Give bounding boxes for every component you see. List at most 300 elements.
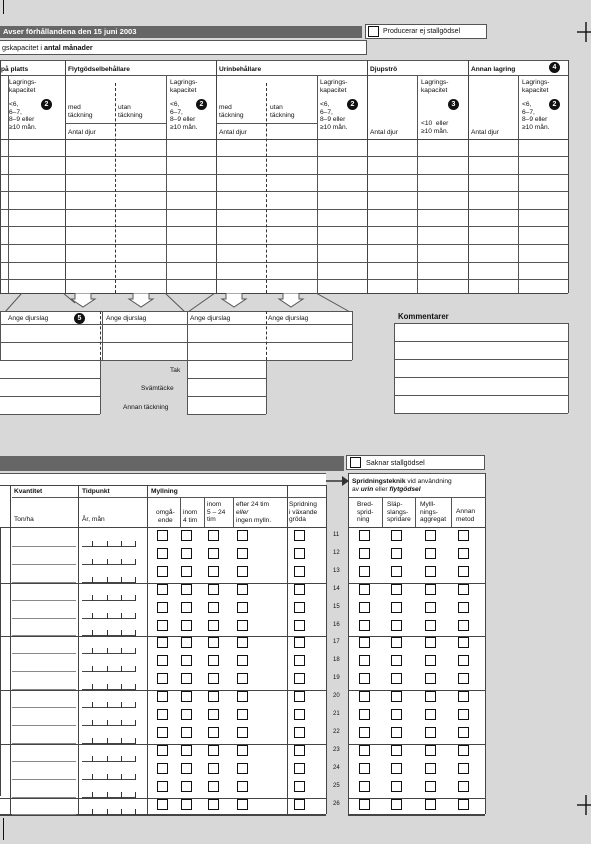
myllning-checkbox[interactable] xyxy=(157,709,168,720)
myllning-checkbox[interactable] xyxy=(181,584,192,595)
myllning-checkbox[interactable] xyxy=(237,691,248,702)
teknik-checkbox[interactable] xyxy=(391,620,402,631)
teknik-checkbox[interactable] xyxy=(359,548,370,559)
grid-line xyxy=(121,792,122,798)
grid-line xyxy=(92,630,93,636)
myllning-checkbox[interactable] xyxy=(157,548,168,559)
teknik-checkbox[interactable] xyxy=(391,602,402,613)
cover-table-right xyxy=(187,360,266,414)
myllning-checkbox[interactable] xyxy=(237,548,248,559)
teknik-checkbox[interactable] xyxy=(425,548,436,559)
teknik-checkbox[interactable] xyxy=(391,745,402,756)
teknik-checkbox[interactable] xyxy=(359,799,370,810)
date-line xyxy=(82,725,136,726)
teknik-checkbox[interactable] xyxy=(425,620,436,631)
myllning-checkbox[interactable] xyxy=(237,566,248,577)
teknik-checkbox[interactable] xyxy=(458,566,469,577)
grid-line xyxy=(107,684,108,690)
myllning-checkbox[interactable] xyxy=(208,637,219,648)
teknik-checkbox[interactable] xyxy=(391,548,402,559)
grid-line xyxy=(135,792,136,798)
teknik-checkbox[interactable] xyxy=(425,673,436,684)
saknar-checkbox[interactable] xyxy=(350,457,361,468)
myllning-checkbox[interactable] xyxy=(181,691,192,702)
row-number: 17 xyxy=(333,639,340,645)
teknik-checkbox[interactable] xyxy=(458,584,469,595)
myllning-checkbox[interactable] xyxy=(294,584,305,595)
teknik-checkbox[interactable] xyxy=(425,655,436,666)
date-line xyxy=(82,689,136,690)
myllning-checkbox[interactable] xyxy=(157,727,168,738)
teknik-checkbox[interactable] xyxy=(425,745,436,756)
grid-line xyxy=(78,485,79,814)
grid-line xyxy=(92,595,93,601)
grid-line xyxy=(0,581,1,635)
grid-line xyxy=(12,635,76,636)
cap-options-2: <6, 6–7, 8–9 eller ≥10 mån. xyxy=(170,101,198,131)
myllning-checkbox[interactable] xyxy=(237,709,248,720)
grid-line xyxy=(394,395,568,396)
teknik-checkbox[interactable] xyxy=(359,602,370,613)
flyt-utan-label: utan täckning xyxy=(118,104,143,119)
arrow-down-icon xyxy=(279,293,303,307)
myllning-checkbox[interactable] xyxy=(157,637,168,648)
grid-line xyxy=(107,792,108,798)
myllning-checkbox[interactable] xyxy=(294,620,305,631)
ange-djurslag-3: Ange djurslag xyxy=(190,315,231,322)
grid-line xyxy=(107,630,108,636)
grid-line xyxy=(0,396,100,397)
myllning-checkbox[interactable] xyxy=(237,781,248,792)
myllning-checkbox[interactable] xyxy=(208,584,219,595)
grid-line xyxy=(166,75,167,293)
myllning-checkbox[interactable] xyxy=(237,584,248,595)
date-line xyxy=(82,564,136,565)
teknik-checkbox[interactable] xyxy=(425,637,436,648)
col-urinbehallare: Urinbehållare xyxy=(219,66,262,73)
teknik-checkbox[interactable] xyxy=(391,727,402,738)
grid-line xyxy=(0,688,1,742)
grid-line xyxy=(12,814,76,815)
grid-line xyxy=(121,613,122,619)
myllning-checkbox[interactable] xyxy=(294,781,305,792)
teknik-checkbox[interactable] xyxy=(425,727,436,738)
grid-line xyxy=(107,756,108,762)
grid-line xyxy=(12,582,76,583)
teknik-checkbox[interactable] xyxy=(425,602,436,613)
badge-2b-icon: 2 xyxy=(196,99,207,110)
myllning-checkbox[interactable] xyxy=(237,727,248,738)
myllning-checkbox[interactable] xyxy=(294,727,305,738)
teknik-checkbox[interactable] xyxy=(425,781,436,792)
grid-line xyxy=(352,311,353,360)
teknik-checkbox[interactable] xyxy=(359,691,370,702)
col-flytgodsel: Flytgödselbehållare xyxy=(68,66,130,73)
myllning-checkbox[interactable] xyxy=(208,745,219,756)
myllning-checkbox[interactable] xyxy=(294,566,305,577)
grid-line xyxy=(394,341,568,342)
grid-line xyxy=(12,707,76,708)
myllning-checkbox[interactable] xyxy=(208,655,219,666)
teknik-checkbox[interactable] xyxy=(359,655,370,666)
annan-tackning-label: Annan täckning xyxy=(123,404,169,411)
myllning-checkbox[interactable] xyxy=(237,530,248,541)
grid-line xyxy=(0,360,100,361)
col-pa-platts: på platts xyxy=(1,66,29,73)
flyt-med-label: med täckning xyxy=(68,104,93,119)
grid-line xyxy=(233,497,234,527)
teknik-checkbox[interactable] xyxy=(391,691,402,702)
teknik-checkbox[interactable] xyxy=(425,530,436,541)
grid-line xyxy=(348,497,485,498)
grid-line xyxy=(12,725,76,726)
teknik-checkbox[interactable] xyxy=(391,566,402,577)
teknik-checkbox[interactable] xyxy=(359,673,370,684)
teknik-annan: Annan metod xyxy=(456,508,476,523)
teknik-checkbox[interactable] xyxy=(359,763,370,774)
comments-table xyxy=(394,323,568,414)
myllning-checkbox[interactable] xyxy=(208,691,219,702)
row-number: 11 xyxy=(333,532,340,538)
myllning-checkbox[interactable] xyxy=(208,799,219,810)
grid-line xyxy=(107,666,108,672)
myllning-checkbox[interactable] xyxy=(181,709,192,720)
grid-line xyxy=(121,666,122,672)
teknik-checkbox[interactable] xyxy=(458,620,469,631)
grid-line xyxy=(0,156,568,157)
grid-line xyxy=(0,139,568,140)
date-line xyxy=(82,582,136,583)
grid-line xyxy=(0,191,568,192)
row-number: 12 xyxy=(333,550,340,556)
grid-line xyxy=(0,324,352,325)
myllning-checkbox[interactable] xyxy=(181,530,192,541)
grid-line xyxy=(348,527,485,528)
myllning-checkbox[interactable] xyxy=(181,548,192,559)
myllning-checkbox[interactable] xyxy=(237,673,248,684)
kvantitet-header: Kvantitet xyxy=(14,488,43,495)
myllning-header: Myllning xyxy=(151,488,178,495)
date-line xyxy=(82,779,136,780)
myllning-checkbox[interactable] xyxy=(294,637,305,648)
myllning-checkbox[interactable] xyxy=(294,691,305,702)
myllning-checkbox[interactable] xyxy=(237,602,248,613)
teknik-checkbox[interactable] xyxy=(359,584,370,595)
ar-man-label: År, mån xyxy=(82,516,105,523)
spridningsteknik-header: Spridningsteknik vid användning xyxy=(352,478,452,485)
myllning-checkbox[interactable] xyxy=(294,548,305,559)
grid-line xyxy=(317,75,318,293)
grid-line xyxy=(121,648,122,654)
date-line xyxy=(82,635,136,636)
myllning-checkbox[interactable] xyxy=(157,655,168,666)
teknik-checkbox[interactable] xyxy=(458,727,469,738)
grid-line xyxy=(204,497,205,527)
myllning-checkbox[interactable] xyxy=(157,799,168,810)
grid-line xyxy=(12,743,76,744)
grid-line xyxy=(12,797,76,798)
cap-options-3: <6, 6–7, 8–9 eller ≥10 mån. xyxy=(320,101,348,131)
teknik-checkbox[interactable] xyxy=(391,655,402,666)
grid-line xyxy=(92,541,93,547)
grid-line xyxy=(0,342,352,343)
teknik-bred: Bred- sprid- ning xyxy=(357,501,374,524)
teknik-checkbox[interactable] xyxy=(391,530,402,541)
date-line xyxy=(82,546,136,547)
row-number: 19 xyxy=(333,675,340,681)
grid-line xyxy=(0,311,1,360)
teknik-checkbox[interactable] xyxy=(391,673,402,684)
myllning-checkbox[interactable] xyxy=(181,620,192,631)
myllning-checkbox[interactable] xyxy=(181,602,192,613)
teknik-checkbox[interactable] xyxy=(391,584,402,595)
myllning-checkbox[interactable] xyxy=(237,763,248,774)
grid-line xyxy=(187,360,188,414)
grid-line xyxy=(135,809,136,815)
myllning-checkbox[interactable] xyxy=(208,548,219,559)
row-number: 13 xyxy=(333,568,340,574)
date-line xyxy=(82,743,136,744)
kommentarer-label: Kommentarer xyxy=(398,312,449,321)
myllning-checkbox[interactable] xyxy=(181,566,192,577)
myllning-checkbox[interactable] xyxy=(294,709,305,720)
teknik-checkbox[interactable] xyxy=(359,727,370,738)
grid-line xyxy=(121,577,122,583)
myllning-checkbox[interactable] xyxy=(237,655,248,666)
myllning-checkbox[interactable] xyxy=(294,530,305,541)
grid-line xyxy=(135,595,136,601)
myllning-checkbox[interactable] xyxy=(157,530,168,541)
teknik-checkbox[interactable] xyxy=(458,745,469,756)
myllning-checkbox[interactable] xyxy=(181,637,192,648)
grid-line xyxy=(92,720,93,726)
grid-line xyxy=(135,630,136,636)
date-line xyxy=(82,618,136,619)
myllning-checkbox[interactable] xyxy=(157,620,168,631)
row-number: 24 xyxy=(333,765,340,771)
grid-line xyxy=(367,60,368,293)
dashed-divider xyxy=(115,83,116,293)
myllning-checkbox[interactable] xyxy=(208,727,219,738)
myllning-checkbox[interactable] xyxy=(237,799,248,810)
teknik-checkbox[interactable] xyxy=(458,530,469,541)
myllning-checkbox[interactable] xyxy=(294,673,305,684)
myllning-checkbox[interactable] xyxy=(157,781,168,792)
grid-line xyxy=(0,473,326,474)
myllning-checkbox[interactable] xyxy=(237,620,248,631)
no-manure-label: Producerar ej stallgödsel xyxy=(383,28,461,35)
grid-line xyxy=(394,359,568,360)
grid-line xyxy=(92,774,93,780)
myllning-checkbox[interactable] xyxy=(208,566,219,577)
myllning-checkbox[interactable] xyxy=(208,602,219,613)
grid-line xyxy=(135,666,136,672)
myllning-checkbox[interactable] xyxy=(208,709,219,720)
arrow-down-icon xyxy=(129,293,153,307)
myllning-checkbox[interactable] xyxy=(294,602,305,613)
myllning-checkbox[interactable] xyxy=(294,745,305,756)
teknik-checkbox[interactable] xyxy=(458,709,469,720)
teknik-checkbox[interactable] xyxy=(425,566,436,577)
flyt-antal-djur: Antal djur xyxy=(68,129,96,136)
grid-line xyxy=(12,564,76,565)
myllning-checkbox[interactable] xyxy=(157,566,168,577)
row-number: 16 xyxy=(333,622,340,628)
tidpunkt-header: Tidpunkt xyxy=(82,488,110,495)
grid-line xyxy=(187,360,266,361)
grid-line xyxy=(12,546,76,547)
teknik-checkbox[interactable] xyxy=(458,548,469,559)
myllning-checkbox[interactable] xyxy=(237,745,248,756)
teknik-checkbox[interactable] xyxy=(359,530,370,541)
myllning-checkbox[interactable] xyxy=(294,763,305,774)
grid-line xyxy=(0,262,568,263)
grid-line xyxy=(0,378,100,379)
myllning-checkbox[interactable] xyxy=(157,763,168,774)
teknik-checkbox[interactable] xyxy=(359,709,370,720)
grid-line xyxy=(135,684,136,690)
myllning-checkbox[interactable] xyxy=(181,673,192,684)
myll-omgaende: omgå- ende xyxy=(156,509,175,524)
grid-line xyxy=(121,809,122,815)
grid-line xyxy=(121,559,122,565)
date-line xyxy=(82,653,136,654)
grid-line xyxy=(0,244,568,245)
trim-mark xyxy=(3,0,4,14)
arrow-right-icon xyxy=(326,474,350,488)
grid-line xyxy=(518,75,519,293)
grid-line xyxy=(107,595,108,601)
grid-line xyxy=(12,653,76,654)
section-title-bar xyxy=(0,26,362,38)
myllning-checkbox[interactable] xyxy=(181,799,192,810)
grid-line xyxy=(187,396,266,397)
myllning-checkbox[interactable] xyxy=(157,691,168,702)
grid-line xyxy=(107,702,108,708)
myllning-checkbox[interactable] xyxy=(208,781,219,792)
teknik-checkbox[interactable] xyxy=(425,709,436,720)
myllning-checkbox[interactable] xyxy=(181,745,192,756)
teknik-checkbox[interactable] xyxy=(458,781,469,792)
row-number: 21 xyxy=(333,711,340,717)
grid-line xyxy=(568,60,569,293)
col-annan-lagring: Annan lagring xyxy=(471,66,516,73)
teknik-checkbox[interactable] xyxy=(425,763,436,774)
badge-2c-icon: 2 xyxy=(347,99,358,110)
teknik-checkbox[interactable] xyxy=(458,691,469,702)
cap-options-1: <6, 6–7, 8–9 eller ≥10 mån. xyxy=(9,101,37,131)
grid-line xyxy=(121,684,122,690)
teknik-checkbox[interactable] xyxy=(359,620,370,631)
teknik-checkbox[interactable] xyxy=(458,763,469,774)
grid-line xyxy=(135,541,136,547)
date-line xyxy=(82,797,136,798)
grid-line xyxy=(0,226,568,227)
storage-table xyxy=(0,60,568,293)
badge-3-icon: 3 xyxy=(448,99,459,110)
teknik-checkbox[interactable] xyxy=(359,637,370,648)
teknik-checkbox[interactable] xyxy=(359,781,370,792)
grid-line xyxy=(135,613,136,619)
grid-line xyxy=(135,774,136,780)
myllning-checkbox[interactable] xyxy=(208,673,219,684)
teknik-checkbox[interactable] xyxy=(359,566,370,577)
grid-line xyxy=(135,756,136,762)
grid-line xyxy=(0,634,1,688)
myllning-checkbox[interactable] xyxy=(208,763,219,774)
grid-line xyxy=(135,577,136,583)
grid-line xyxy=(12,618,76,619)
arrow-down-icon xyxy=(222,293,246,307)
grid-line xyxy=(0,60,568,61)
grid-line xyxy=(0,60,1,293)
teknik-checkbox[interactable] xyxy=(458,655,469,666)
myllning-checkbox[interactable] xyxy=(294,799,305,810)
myllning-checkbox[interactable] xyxy=(237,637,248,648)
teknik-checkbox[interactable] xyxy=(458,799,469,810)
no-manure-checkbox[interactable] xyxy=(368,26,379,37)
myllning-checkbox[interactable] xyxy=(181,727,192,738)
teknik-checkbox[interactable] xyxy=(359,745,370,756)
myllning-checkbox[interactable] xyxy=(181,655,192,666)
myllning-checkbox[interactable] xyxy=(157,745,168,756)
grid-line xyxy=(147,485,148,814)
grid-line xyxy=(121,720,122,726)
grid-line xyxy=(92,559,93,565)
teknik-checkbox[interactable] xyxy=(391,799,402,810)
grid-line xyxy=(348,473,485,474)
badge-5-icon: 5 xyxy=(74,313,85,324)
teknik-checkbox[interactable] xyxy=(391,781,402,792)
registration-mark-icon xyxy=(577,795,591,815)
teknik-checkbox[interactable] xyxy=(458,637,469,648)
grid-line xyxy=(348,815,485,816)
grid-line xyxy=(107,720,108,726)
grid-line xyxy=(0,174,568,175)
grid-line xyxy=(107,613,108,619)
lagrings-kapacitet-4: Lagrings- kapacitet xyxy=(421,79,449,94)
grid-line xyxy=(0,311,352,312)
teknik-checkbox[interactable] xyxy=(425,691,436,702)
myllning-checkbox[interactable] xyxy=(157,584,168,595)
teknik-checkbox[interactable] xyxy=(458,673,469,684)
grid-line xyxy=(92,613,93,619)
lagrings-kapacitet-5: Lagrings- kapacitet xyxy=(522,79,550,94)
row-number: 25 xyxy=(333,783,340,789)
myllning-checkbox[interactable] xyxy=(181,781,192,792)
tak-label: Tak xyxy=(170,367,181,374)
grid-line xyxy=(216,60,217,293)
grid-line xyxy=(121,630,122,636)
teknik-checkbox[interactable] xyxy=(425,799,436,810)
myllning-checkbox[interactable] xyxy=(157,673,168,684)
myllning-checkbox[interactable] xyxy=(181,763,192,774)
teknik-checkbox[interactable] xyxy=(391,763,402,774)
teknik-checkbox[interactable] xyxy=(391,637,402,648)
teknik-checkbox[interactable] xyxy=(425,584,436,595)
myllning-checkbox[interactable] xyxy=(208,530,219,541)
myll-24a: efter 24 tim xyxy=(236,501,269,508)
myllning-checkbox[interactable] xyxy=(294,655,305,666)
myllning-checkbox[interactable] xyxy=(208,620,219,631)
teknik-slap: Släp- slangs- spridare xyxy=(387,501,411,524)
grid-line xyxy=(12,671,76,672)
teknik-checkbox[interactable] xyxy=(391,709,402,720)
grid-line xyxy=(121,774,122,780)
teknik-checkbox[interactable] xyxy=(458,602,469,613)
grid-line xyxy=(121,595,122,601)
myllning-checkbox[interactable] xyxy=(157,602,168,613)
